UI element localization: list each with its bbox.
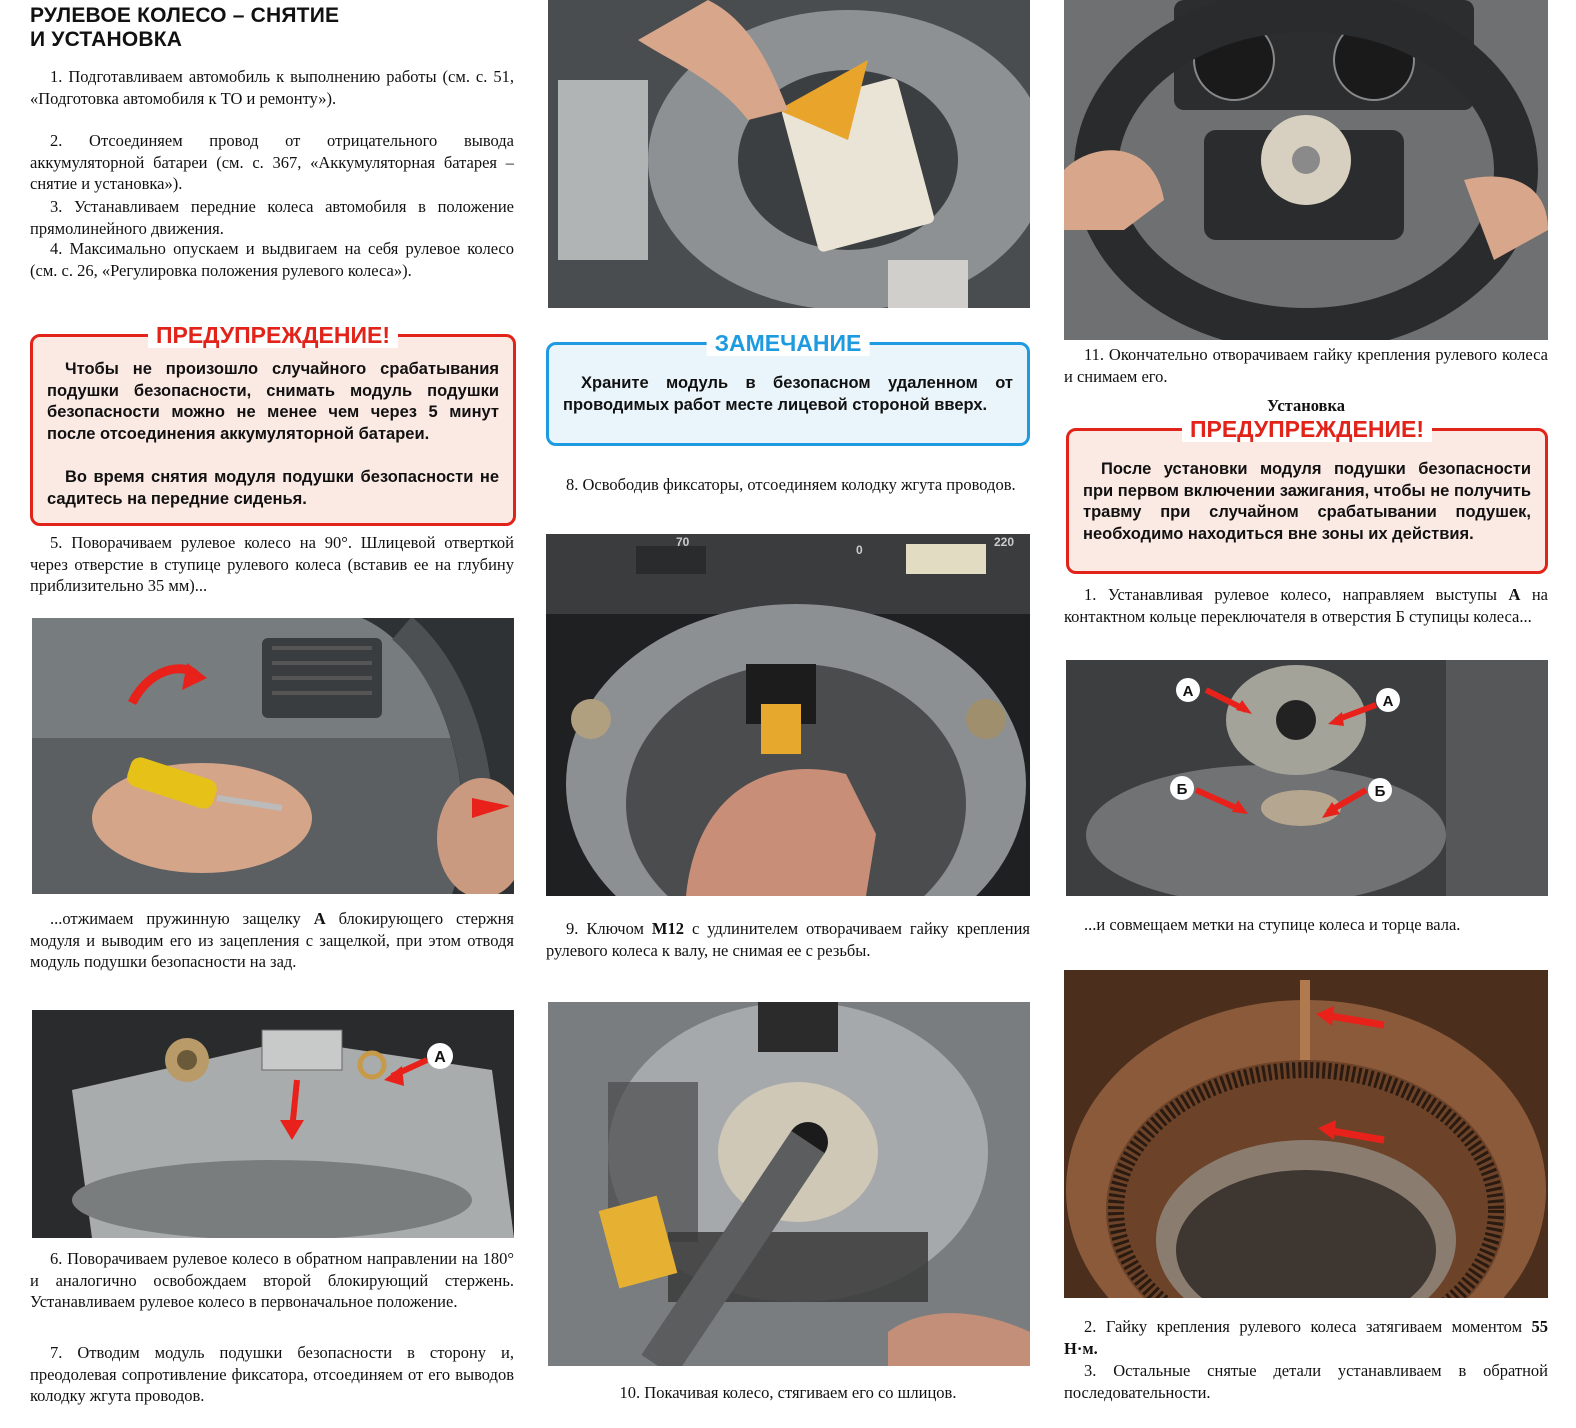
photo-airbag-module (548, 0, 1030, 308)
install-step-1: 1. Устанавливая рулевое колесо, направляем выступы А на контактном кольце переключателя в отверстия Б ступицы колеса... (1064, 585, 1549, 626)
marker-a-left: А (1182, 683, 1194, 700)
warning-box (30, 322, 516, 526)
photo-marker-a: А (434, 1049, 446, 1066)
photo-screwdriver (32, 618, 514, 894)
step-5: 5. Поворачиваем рулевое колесо на 90°. Шлицевой отверткой через отверстие в ступице рулевого колеса (вставив ее на глубину приблизительно 35 мм)... (30, 533, 514, 595)
step-9: 9. Ключом M12 с удлинителем отворачиваем гайку крепления рулевого колеса к валу, не снимая ее с резьбы. (546, 919, 1030, 960)
note-title: ЗАМЕЧАНИЕ (707, 330, 870, 356)
step-3: 3. Устанавливаем передние колеса автомобиля в положение прямолинейного движения. (30, 197, 514, 238)
photo-shaft-marks (1064, 970, 1548, 1298)
warning-text-1: Чтобы не произошло случайного срабатывания подушки безопасности, снимать модуль подушки безопасности можно не менее чем через 5 минут после отсоединения аккумуляторной батареи. (47, 360, 499, 443)
step-4: 4. Максимально опускаем и выдвигаем на себя рулевое колесо (см. с. 26, «Регулировка положения рулевого колеса»). (30, 239, 514, 280)
step-11: 11. Окончательно отворачиваем гайку крепления рулевого колеса и снимаем его. (1064, 345, 1548, 386)
title-line-2: И УСТАНОВКА (30, 28, 183, 51)
install-warning-text: После установки модуля подушки безопасности при первом включении зажигания, чтобы не получить травму при случайном срабатывании подушек, необходимо находиться вне зоны их действия. (1083, 460, 1531, 543)
install-warning-box (1066, 416, 1548, 574)
note-text: Храните модуль в безопасном удаленном от проводимых работ месте лицевой стороной вверх. (563, 374, 1013, 414)
step-1: 1. Подготавливаем автомобиль к выполнению работы (см. с. 51, «Подготовка автомобиля к ТО и ремонту»). (30, 67, 514, 108)
photo-latch (32, 1010, 514, 1238)
step-2: 2. Отсоединяем провод от отрицательного вывода аккумуляторной батареи (см. с. 367, «Аккумуляторная батарея – снятие и установка»). (30, 131, 514, 193)
marker-a-right: А (1382, 693, 1394, 710)
marker-b-left: Б (1176, 781, 1188, 798)
note-box (546, 330, 1030, 446)
install-warning-title: ПРЕДУПРЕЖДЕНИЕ! (1182, 416, 1432, 442)
step-8: 8. Освободив фиксаторы, отсоединяем колодку жгута проводов. (566, 475, 1016, 494)
install-step-3: 3. Остальные снятые детали устанавливаем в обратной последовательности. (1064, 1361, 1548, 1402)
photo-wrench (548, 1002, 1030, 1366)
photo-steering-wheel (1064, 0, 1548, 340)
photo-hub-marks (1066, 660, 1548, 896)
step-7: 7. Отводим модуль подушки безопасности в сторону и, преодолевая сопротивление фиксатора, отсоединяем от его выводов колодку жгута проводов. (30, 1343, 514, 1405)
label-a: А (313, 909, 326, 928)
title-line-1: РУЛЕВОЕ КОЛЕСО – СНЯТИЕ (30, 4, 340, 27)
photo-connector (546, 534, 1030, 896)
gauge-label-0: 0 (856, 543, 863, 557)
warning-title: ПРЕДУПРЕЖДЕНИЕ! (148, 322, 398, 348)
step-5-continued: ...отжимаем пружинную защелку А блокирующего стержня модуля и выводим его из зацепления с защелкой, при этом отводя модуль подушки безопасности на зад. (30, 909, 514, 971)
marker-b-right: Б (1374, 783, 1386, 800)
section-title (30, 4, 518, 52)
install-step-1-continued: ...и совмещаем метки на ступице колеса и торце вала. (1084, 915, 1461, 934)
warning-text-2: Во время снятия модуля подушки безопасности не садитесь на передние сиденья. (47, 468, 499, 508)
install-heading: Установка (1267, 396, 1345, 415)
gauge-label-70: 70 (676, 535, 690, 549)
gauge-label-220: 220 (994, 535, 1015, 549)
step-6: 6. Поворачиваем рулевое колесо в обратном направлении на 180° и аналогично освобождаем второй блокирующий стержень. Устанавливаем рулевое колесо в первоначальное положение. (30, 1249, 514, 1311)
install-step-2: 2. Гайку крепления рулевого колеса затягиваем моментом 55 Н·м. (1064, 1317, 1548, 1358)
step-10: 10. Покачивая колесо, стягиваем его со шлицов. (619, 1383, 957, 1402)
